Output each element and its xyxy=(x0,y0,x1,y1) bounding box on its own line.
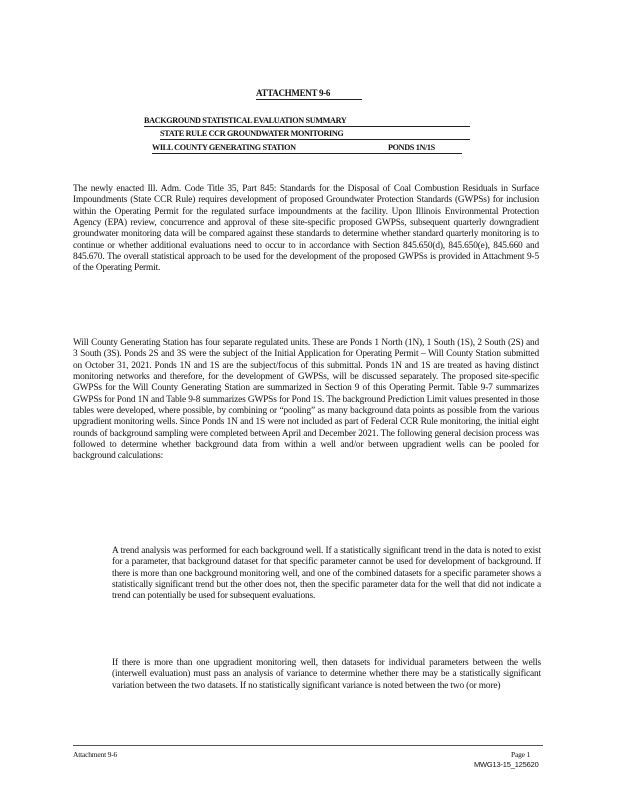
ponds-label: PONDS 1N/1S xyxy=(388,143,435,152)
paragraph-intro: The newly enacted Ill. Adm. Code Title 35, Part 845: Standards for the Disposal of Coal Combustion Residuals in Surface Impoundments (State CCR Rule) requires development of proposed Groundwater Protection Standards (GWPSs) for inclusion within the Operating Permit for the regulated surface impoundments at the facility. Upon Illinois Environmental Protection Agency (EPA) review, concurrence and approval of these site-specific proposed GWPSs, subsequent quarterly downgradient groundwater monitoring data will be compared against these standards to determine whether standard quarterly monitoring is to continue or whether additional evaluations need to occur to in accordance with Section 845.650(d), 845.650(e), 845.660 and 845.670. The overall statistical approach to be used for the development of the proposed GWPSs is provided in Attachment 9-5 of the Operating Permit. xyxy=(73,184,539,274)
bullet-trend-analysis: A trend analysis was performed for each background well. If a statistically significant trend in the data is noted to exist for a parameter, that background dataset for that specific parameter cannot be used for development of background. If there is more than one background monitoring well, and one of the combined datasets for a specific parameter shows a statistically significant trend but the other does not, then the specific parameter data for the well that did not indicate a trend can potentially be used for subsequent evaluations. xyxy=(112,546,541,602)
attachment-title: ATTACHMENT 9-6 xyxy=(256,88,362,100)
header-line-2: STATE RULE CCR GROUNDWATER MONITORING xyxy=(160,129,470,140)
footer-divider xyxy=(73,745,543,746)
footer-attachment: Attachment 9-6 xyxy=(73,750,118,759)
bullet-interwell: If there is more than one upgradient monitoring well, then datasets for individual parameters between the wells (interwell evaluation) must pass an analysis of variance to determine whether there may be a statistically significant variation between the two datasets. If no statistically significant variance is noted between the two (or more) xyxy=(112,658,541,691)
page-number: Page 1 xyxy=(511,750,531,759)
paragraph-station: Will County Generating Station has four separate regulated units. These are Ponds 1 North (1N), 1 South (1S), 2 South (2S) and 3 South (3S). Ponds 2S and 3S were the subject of the Initial Application for Operating Permit – Will County Station submitted on October 31, 2021. Ponds 1N and 1S are the subject/focus of this submittal. Ponds 1N and 1S are treated as having distinct monitoring networks and therefore, for the development of GWPSs, will be discussed separately. The proposed site-specific GWPSs for the Will County Generating Station are summarized in Section 9 of this Operating Permit. Table 9-7 summarizes GWPSs for Pond 1N and Table 9-8 summarizes GWPSs for Pond 1S. The background Prediction Limit values presented in those tables were developed, where possible, by combining or “pooling” as many background data points as possible from the various upgradient monitoring wells. Since Ponds 1N and 1S were not included as part of Federal CCR Rule monitoring, the initial eight rounds of background sampling were completed between April and December 2021. The following general decision process was followed to determine whether background data from within a well and/or between upgradient wells can be pooled for background calculations: xyxy=(73,338,539,462)
document-code: MWG13-15_125620 xyxy=(474,760,539,769)
station-name: WILL COUNTY GENERATING STATION xyxy=(152,143,296,152)
header-line-3 xyxy=(152,143,462,154)
header-line-1: BACKGROUND STATISTICAL EVALUATION SUMMARY xyxy=(144,116,470,127)
